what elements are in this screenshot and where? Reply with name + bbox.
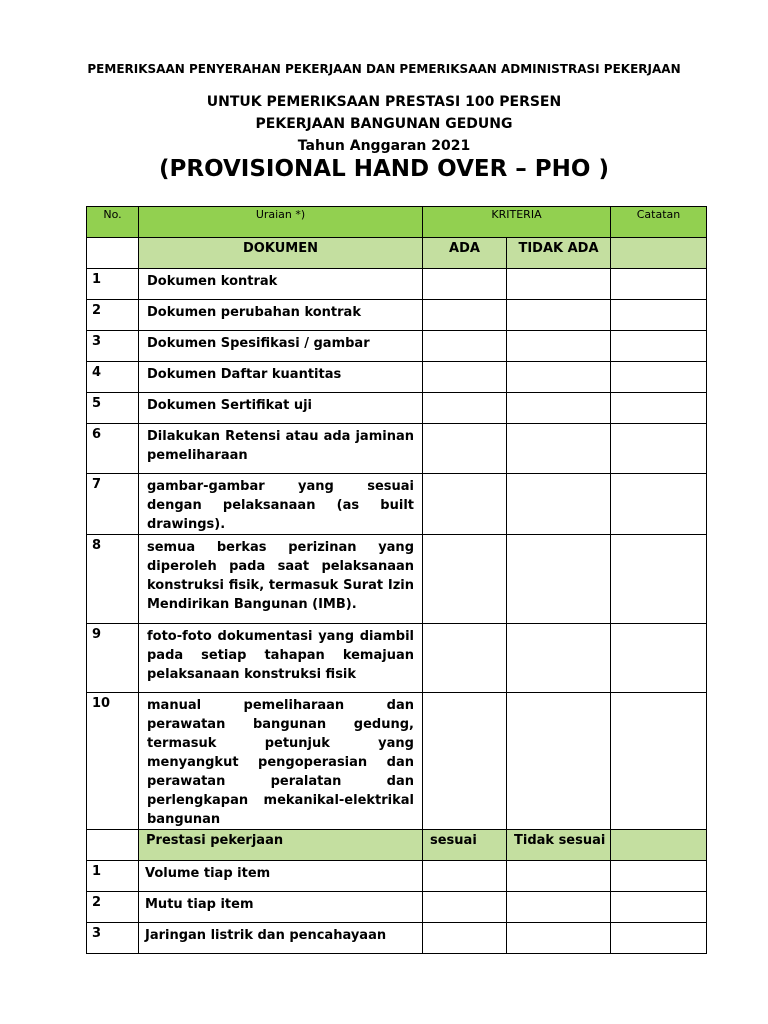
table-row [87, 331, 707, 362]
row-number: 3 [87, 331, 139, 362]
table-header-row [87, 207, 707, 238]
table-row [87, 424, 707, 474]
row-description: Mutu tiap item [139, 892, 423, 923]
table-row [87, 535, 707, 624]
check-cell[interactable] [423, 269, 507, 300]
table-row [87, 474, 707, 535]
row-description: Dilakukan Retensi atau ada jaminan pemeliharaan [139, 424, 423, 474]
notes-cell[interactable] [611, 474, 707, 535]
row-description: Volume tiap item [139, 861, 423, 892]
check-cell[interactable] [423, 331, 507, 362]
criteria-tidak-sesuai: Tidak sesuai [507, 830, 611, 861]
checklist-table [86, 206, 707, 954]
table-row [87, 892, 707, 923]
check-cell[interactable] [507, 474, 611, 535]
row-number: 4 [87, 362, 139, 393]
check-cell[interactable] [507, 300, 611, 331]
row-description: gambar-gambar yang sesuai dengan pelaksanaan (as built drawings). [139, 474, 423, 535]
row-description: manual pemeliharaan dan perawatan bangunan gedung, termasuk petunjuk yang menyangkut pengoperasian dan perawatan peralatan dan perlengkapan mekanikal-elektrikal bangunan [139, 693, 423, 830]
notes-cell[interactable] [611, 693, 707, 830]
row-number: 10 [87, 693, 139, 830]
table-row [87, 624, 707, 693]
check-cell[interactable] [507, 624, 611, 693]
check-cell[interactable] [507, 362, 611, 393]
table-row [87, 393, 707, 424]
row-number: 8 [87, 535, 139, 624]
check-cell[interactable] [507, 424, 611, 474]
row-description: semua berkas perizinan yang diperoleh pada saat pelaksanaan konstruksi fisik, termasuk Surat Izin Mendirikan Bangunan (IMB). [139, 535, 423, 624]
table-row [87, 269, 707, 300]
check-cell[interactable] [507, 693, 611, 830]
notes-cell[interactable] [611, 861, 707, 892]
document-title: (PROVISIONAL HAND OVER – PHO ) [158, 156, 609, 182]
check-cell[interactable] [423, 923, 507, 954]
row-number: 3 [87, 923, 139, 954]
row-description: Dokumen perubahan kontrak [139, 300, 423, 331]
check-cell[interactable] [423, 300, 507, 331]
check-cell[interactable] [507, 331, 611, 362]
check-cell[interactable] [423, 474, 507, 535]
row-number: 1 [87, 269, 139, 300]
table-row [87, 693, 707, 830]
row-number: 2 [87, 892, 139, 923]
document-header-line: PEMERIKSAAN PENYERAHAN PEKERJAAN DAN PEMERIKSAAN ADMINISTRASI PEKERJAAN [87, 62, 681, 76]
section-row-dokumen [87, 238, 707, 269]
notes-cell[interactable] [611, 535, 707, 624]
check-cell[interactable] [507, 393, 611, 424]
notes-cell[interactable] [611, 362, 707, 393]
row-number: 5 [87, 393, 139, 424]
row-number: 9 [87, 624, 139, 693]
row-description: Dokumen kontrak [139, 269, 423, 300]
check-cell[interactable] [423, 624, 507, 693]
table-row [87, 861, 707, 892]
row-description: Dokumen Sertifikat uji [139, 393, 423, 424]
empty-cell [611, 238, 707, 269]
col-header-no: No. [87, 207, 139, 238]
notes-cell[interactable] [611, 624, 707, 693]
table-row [87, 923, 707, 954]
document-fiscal-year: Tahun Anggaran 2021 [297, 138, 471, 154]
col-header-kriteria: KRITERIA [423, 207, 611, 238]
notes-cell[interactable] [611, 393, 707, 424]
document-subtitle-project: PEKERJAAN BANGUNAN GEDUNG [255, 116, 513, 132]
section-label: DOKUMEN [139, 238, 423, 269]
notes-cell[interactable] [611, 424, 707, 474]
criteria-ada: ADA [423, 238, 507, 269]
empty-cell [611, 830, 707, 861]
row-number: 7 [87, 474, 139, 535]
notes-cell[interactable] [611, 300, 707, 331]
check-cell[interactable] [423, 693, 507, 830]
row-description: Dokumen Daftar kuantitas [139, 362, 423, 393]
notes-cell[interactable] [611, 892, 707, 923]
empty-cell [87, 830, 139, 861]
criteria-tidak-ada: TIDAK ADA [507, 238, 611, 269]
criteria-sesuai: sesuai [423, 830, 507, 861]
document-subtitle: UNTUK PEMERIKSAAN PRESTASI 100 PERSEN [206, 94, 562, 110]
check-cell[interactable] [507, 269, 611, 300]
col-header-catatan: Catatan [611, 207, 707, 238]
check-cell[interactable] [423, 424, 507, 474]
notes-cell[interactable] [611, 331, 707, 362]
notes-cell[interactable] [611, 923, 707, 954]
notes-cell[interactable] [611, 269, 707, 300]
check-cell[interactable] [423, 535, 507, 624]
check-cell[interactable] [423, 393, 507, 424]
empty-cell [87, 238, 139, 269]
check-cell[interactable] [507, 535, 611, 624]
check-cell[interactable] [507, 861, 611, 892]
section-label: Prestasi pekerjaan [139, 830, 423, 861]
row-number: 6 [87, 424, 139, 474]
check-cell[interactable] [423, 861, 507, 892]
table-row [87, 362, 707, 393]
check-cell[interactable] [507, 892, 611, 923]
check-cell[interactable] [507, 923, 611, 954]
check-cell[interactable] [423, 892, 507, 923]
section-row-prestasi [87, 830, 707, 861]
col-header-uraian: Uraian *) [139, 207, 423, 238]
table-row [87, 300, 707, 331]
check-cell[interactable] [423, 362, 507, 393]
row-description: foto-foto dokumentasi yang diambil pada setiap tahapan kemajuan pelaksanaan konstruksi fisik [139, 624, 423, 693]
row-description: Jaringan listrik dan pencahayaan [139, 923, 423, 954]
row-number: 1 [87, 861, 139, 892]
row-description: Dokumen Spesifikasi / gambar [139, 331, 423, 362]
row-number: 2 [87, 300, 139, 331]
